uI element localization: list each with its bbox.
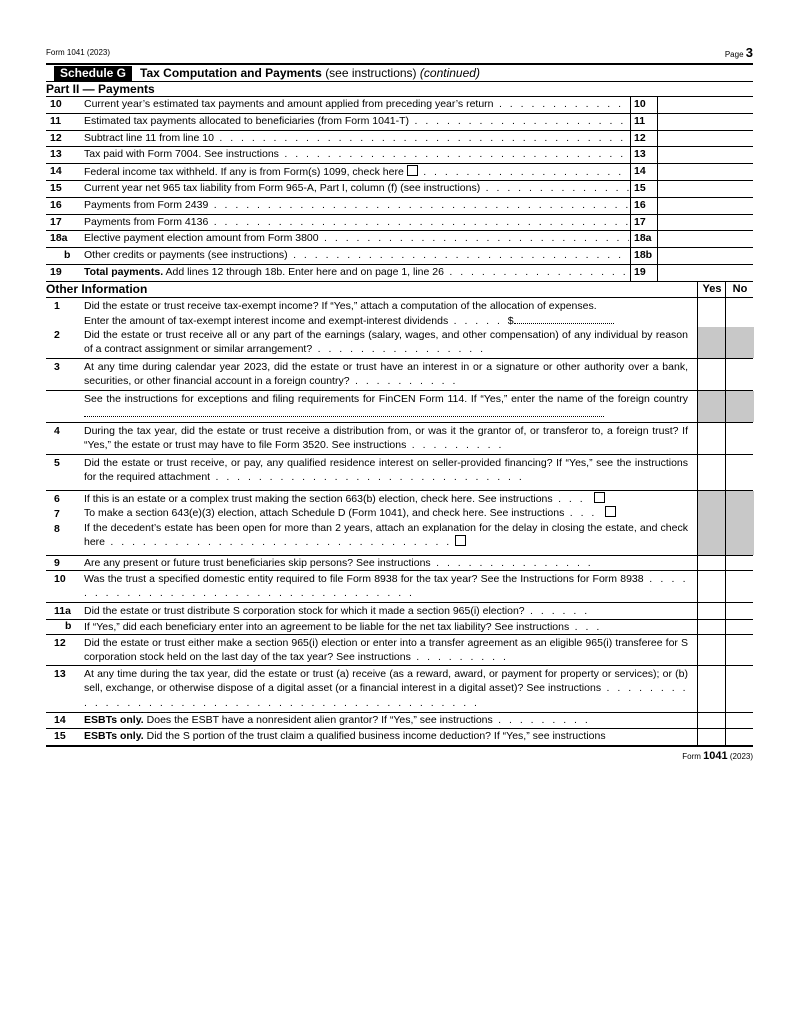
form-page	[46, 45, 753, 763]
q7-checkbox[interactable]	[605, 506, 616, 517]
q12-yes-box[interactable]	[697, 635, 726, 665]
page-footer: Form 1041 (2023)	[682, 749, 753, 762]
q11a-yes-box[interactable]	[697, 603, 726, 619]
schedule-header	[46, 63, 753, 82]
amount-field-18b[interactable]	[659, 248, 753, 264]
line-number: 13	[50, 148, 62, 161]
line-number: b	[64, 249, 71, 262]
line-description: Total payments. Add lines 12 through 18b. Enter here and on page 1, line 26 . . .	[84, 266, 629, 278]
line-number: 17	[50, 215, 62, 228]
question-9: 9 Are any present or future trust beneficiaries skip persons? See instructions . . . . . . . . . . . . . . .	[46, 556, 753, 571]
q4-no-box[interactable]	[725, 423, 754, 454]
line-number: 19	[50, 265, 62, 278]
amount-field-19[interactable]	[659, 265, 753, 281]
line-box-label: 18b	[630, 247, 658, 264]
amount-field-11[interactable]	[659, 114, 753, 130]
question-11b: b If “Yes,” did each beneficiary enter into an agreement to be liable for the net tax liability? See instructions . . .	[46, 620, 753, 635]
q9-no-box[interactable]	[725, 556, 754, 570]
line-number: 14	[50, 165, 62, 178]
line-description: Payments from Form 4136 . . .	[84, 216, 629, 228]
page-number: Page 3	[724, 45, 753, 60]
q11b-yes-box[interactable]	[697, 620, 726, 634]
q14-no-box[interactable]	[725, 713, 754, 728]
q15-yes-box[interactable]	[697, 729, 726, 745]
payment-line-16	[46, 198, 753, 215]
q5-no-box[interactable]	[725, 455, 754, 490]
form-1099-checkbox[interactable]	[407, 165, 418, 176]
line-box-label: 16	[630, 197, 658, 214]
amount-field-13[interactable]	[659, 147, 753, 163]
no-column-header: No	[725, 282, 754, 297]
payment-line-18b	[46, 248, 753, 265]
line-box-label: 17	[630, 214, 658, 231]
question-15: 15 ESBTs only. Did the S portion of the trust claim a qualified business income deduction? If “Yes,” see instructions	[46, 729, 753, 747]
payment-line-19	[46, 265, 753, 282]
q4-yes-box[interactable]	[697, 423, 726, 454]
page-header	[46, 45, 753, 63]
payment-line-14	[46, 164, 753, 181]
yes-column-header: Yes	[697, 282, 726, 297]
foreign-country-field[interactable]	[84, 406, 604, 417]
amount-field-10[interactable]	[659, 97, 753, 113]
amount-field-16[interactable]	[659, 198, 753, 214]
line-number: 15	[50, 181, 62, 194]
payment-line-17	[46, 215, 753, 232]
amount-field-14[interactable]	[659, 164, 753, 180]
line-description: Tax paid with Form 7004. See instructions . . .	[84, 148, 629, 160]
q9-yes-box[interactable]	[697, 556, 726, 570]
line-box-label: 15	[630, 180, 658, 197]
amount-field-18a[interactable]	[659, 231, 753, 247]
amount-field-15[interactable]	[659, 181, 753, 197]
line-description: Estimated tax payments allocated to beneficiaries (from Form 1041-T) . . .	[84, 115, 629, 127]
tax-exempt-amount-field[interactable]	[514, 313, 614, 324]
line-description: Current year’s estimated tax payments and amount applied from preceding year’s return . . .	[84, 98, 629, 110]
question-4: 4 During the tax year, did the estate or trust receive a distribution from, or was it the grantor of, or transferor to, a foreign trust? If “Yes,” the estate or trust may have to file Form 3520. See instructions . . . . . . . . .	[46, 423, 753, 455]
line-description: Subtract line 11 from line 10 . . .	[84, 132, 629, 144]
line-description: Federal income tax withheld. If any is from Form(s) 1099, check here . . .	[84, 165, 629, 178]
line-description: Payments from Form 2439 . . .	[84, 199, 629, 211]
payment-line-15	[46, 181, 753, 198]
payment-line-11	[46, 114, 753, 131]
q11b-no-box[interactable]	[725, 620, 754, 634]
question-3: 3 At any time during calendar year 2023, did the estate or trust have an interest in or a signature or other authority over a bank, securities, or other financial account in a foreign country? . . . . . . . . . .	[46, 359, 753, 391]
line-description: Other credits or payments (see instructions) . . .	[84, 249, 629, 261]
line-number: 10	[50, 98, 62, 110]
amount-field-17[interactable]	[659, 215, 753, 231]
q13-yes-box[interactable]	[697, 666, 726, 712]
amount-field-12[interactable]	[659, 131, 753, 147]
payment-line-12	[46, 131, 753, 148]
line-box-label: 18a	[630, 230, 658, 247]
line-box-label: 10	[630, 96, 658, 113]
q6-checkbox[interactable]	[594, 492, 605, 503]
payments-section	[46, 97, 753, 282]
question-13: 13 At any time during the tax year, did the estate or trust (a) receive (as a reward, award, or payment for property or services); or (b) sell, exchange, or otherwise dispose of a digital asset (or a financial interest in a digital asset)? See instructions . . . . . . . . . . . . . . . . . . . . . . . . . . . . . . . . . . . . . . . . . . . . .	[46, 666, 753, 713]
line-number: 11	[50, 114, 62, 127]
question-1: 1 Did the estate or trust receive tax-exempt income? If “Yes,” attach a computation of the allocation of expenses. Enter the amount of tax-exempt interest income and exempt-interest dividends . . . . . $	[46, 298, 753, 327]
question-2: 2 Did the estate or trust receive all or any part of the earnings (salary, wages, and other compensation) of any individual by reason of a contract assignment or similar arrangement? . . . . . . . . . . . . . . . .	[46, 327, 753, 359]
questions-6-8: 6 7 8 If this is an estate or a complex trust making the section 663(b) election, check here. See instructions . . . To make a section 643(e)(3) election, attach Schedule D (Form 1041), and check here. See instructions . . . If the decedent’s estate has been open for more than 2 years, attach an explanation for the delay in closing the estate, and check here . . . . . . . . . . . . . . . . . . . . . . . . . . . . . . . .	[46, 491, 753, 556]
q15-no-box[interactable]	[725, 729, 754, 745]
line-box-label: 11	[630, 113, 658, 130]
question-3-foreign-country: See the instructions for exceptions and filing requirements for FinCEN Form 114. If “Yes,” enter the name of the foreign country	[46, 391, 753, 423]
line-number: 16	[50, 198, 62, 211]
line-number: 18a	[50, 232, 68, 245]
line-description: Elective payment election amount from Form 3800 . . .	[84, 232, 629, 244]
question-5: 5 Did the estate or trust receive, or pay, any qualified residence interest on seller-provided financing? If “Yes,” see the instructions for the required attachment . . . . . . . . . . . . . . . . . . . . . . . . . . . . .	[46, 455, 753, 491]
part-ii-heading: Part II — Payments	[46, 82, 753, 97]
payment-line-13	[46, 147, 753, 164]
form-reference: Form 1041 (2023)	[46, 48, 111, 57]
question-14: 14 ESBTs only. Does the ESBT have a nonresident alien grantor? If “Yes,” see instructions . . . . . . . . .	[46, 713, 753, 729]
schedule-tag: Schedule G	[54, 66, 132, 81]
q5-yes-box[interactable]	[697, 455, 726, 490]
line-box-label: 14	[630, 163, 658, 180]
line-description: Current year net 965 tax liability from Form 965-A, Part I, column (f) (see instructions) . . .	[84, 182, 629, 194]
payment-line-10	[46, 97, 753, 114]
question-12: 12 Did the estate or trust either make a section 965(i) election or enter into a transfer agreement as an eligible 965(i) transferee for S corporation stock held on the last day of the tax year? See instructions . . . . . . . . .	[46, 635, 753, 666]
q3-yes-box[interactable]	[697, 359, 726, 390]
question-11a: 11a Did the estate or trust distribute S corporation stock for which it made a section 965(i) election? . . . . . .	[46, 603, 753, 620]
q10-no-box[interactable]	[725, 571, 754, 602]
q12-no-box[interactable]	[725, 635, 754, 665]
schedule-title: Tax Computation and Payments (see instructions) (continued)	[140, 66, 480, 80]
other-info-heading: Other Information Yes No	[46, 282, 753, 298]
line-number: 12	[50, 131, 62, 144]
question-10: 10 Was the trust a specified domestic entity required to file Form 8938 for the tax year? See the Instructions for Form 8938 . . . . . . . . . . . . . . . . . . . . . . . . . . . . . . . . . . .	[46, 571, 753, 603]
q11a-no-box[interactable]	[725, 603, 754, 619]
line-box-label: 12	[630, 130, 658, 147]
q8-checkbox[interactable]	[455, 535, 466, 546]
q14-yes-box[interactable]	[697, 713, 726, 728]
line-box-label: 13	[630, 146, 658, 163]
q10-yes-box[interactable]	[697, 571, 726, 602]
q13-no-box[interactable]	[725, 666, 754, 712]
payment-line-18a	[46, 231, 753, 248]
line-box-label: 19	[630, 264, 658, 281]
q3-no-box[interactable]	[725, 359, 754, 390]
